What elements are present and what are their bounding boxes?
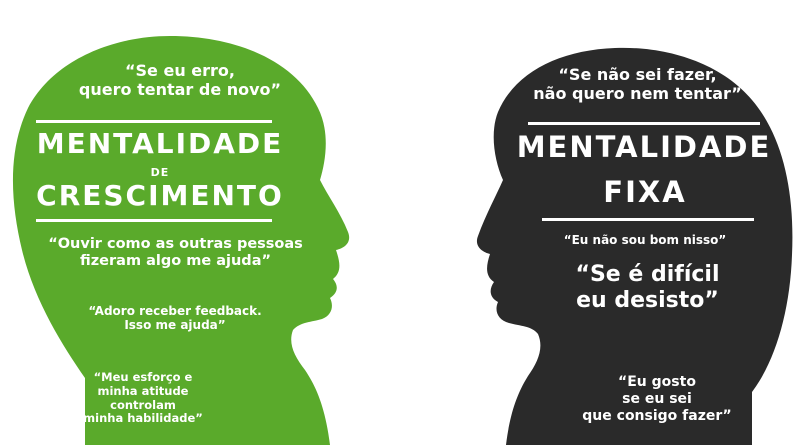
growth-title-line2: CRESCIMENTO: [36, 179, 284, 212]
growth-quote-others: “Ouvir como as outras pessoas fizeram algo me ajuda”: [48, 236, 303, 270]
fixed-title-line1: MENTALIDADE: [516, 130, 772, 164]
growth-title-line1: MENTALIDADE: [36, 127, 284, 160]
growth-quote-top: “Se eu erro, quero tentar de novo”: [78, 61, 282, 99]
fixed-title-line2: FIXA: [603, 175, 687, 209]
growth-title-rule-bottom: [36, 219, 272, 222]
fixed-quote-good: “Eu não sou bom nisso”: [563, 233, 727, 247]
growth-title-de: DE: [150, 166, 170, 179]
fixed-title-rule-top: [528, 122, 760, 125]
fixed-title-rule-bottom: [542, 218, 754, 221]
growth-title-rule-top: [36, 120, 272, 123]
fixed-quote-hard: “Se é difícil eu desisto”: [575, 262, 720, 314]
fixed-quote-like: “Eu gosto se eu sei que consigo fazer”: [582, 374, 732, 424]
fixed-quote-top: “Se não sei fazer, não quero nem tentar”: [533, 65, 742, 103]
growth-quote-effort: “Meu esforço e minha atitude controlam minha habilidade”: [83, 370, 203, 426]
growth-quote-feedback: “Adoro receber feedback. Isso me ajuda”: [88, 304, 262, 333]
